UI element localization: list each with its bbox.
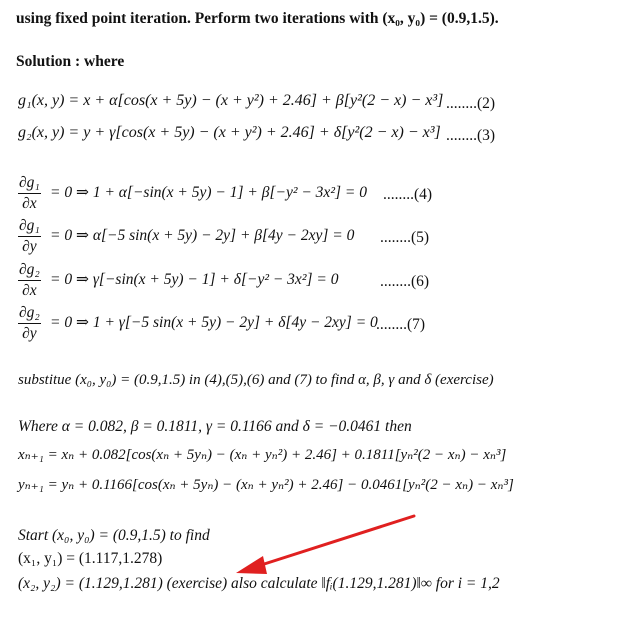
fraction-denominator: ∂x	[22, 195, 37, 212]
equation-tag-7: ........(7)	[376, 316, 426, 333]
fraction-denominator: ∂x	[22, 282, 37, 299]
fraction-numerator: ∂g₁	[18, 174, 41, 194]
partial-equation-4: = 0 ⇒ 1 + α[−sin(x + 5y) − 1] + β[−y² − 3x²] = 0	[50, 184, 367, 201]
equation-tag-4: ........(4)	[383, 186, 433, 203]
partial-equation-7: = 0 ⇒ 1 + γ[−5 sin(x + 5y) − 2y] + δ[4y − 2xy] = 0	[50, 314, 378, 331]
equation-tag-2: ........(2)	[446, 95, 496, 112]
partial-equation-6: = 0 ⇒ γ[−sin(x + 5y) − 1] + δ[−y² − 3x²] = 0	[50, 271, 339, 288]
result-line-2: (x₂, y₂) = (1.129,1.281) (exercise) also calculate ‖fᵢ(1.129,1.281)‖∞ for i = 1,2	[18, 575, 500, 592]
partial-equation-5: = 0 ⇒ α[−5 sin(x + 5y) − 2y] + β[4y − 2xy] = 0	[50, 227, 355, 244]
fraction-numerator: ∂g₂	[18, 304, 41, 324]
intro-line: using fixed point iteration. Perform two iterations with (x₀, y₀) = (0.9,1.5).	[16, 10, 499, 27]
equation-tag-5: ........(5)	[380, 229, 430, 246]
equation-tag-3: ........(3)	[446, 127, 496, 144]
iteration-y-equation: yₙ₊₁ = yₙ + 0.1166[cos(xₙ + 5yₙ) − (xₙ + yₙ²) + 2.46] − 0.0461[yₙ²(2 − xₙ) − xₙ³]	[18, 477, 514, 493]
fraction-denominator: ∂y	[22, 238, 37, 255]
iteration-x-equation: xₙ₊₁ = xₙ + 0.082[cos(xₙ + 5yₙ) − (xₙ + yₙ²) + 2.46] + 0.1811[yₙ²(2 − xₙ) − xₙ³]	[18, 447, 507, 463]
start-line: Start (x₀, y₀) = (0.9,1.5) to find	[18, 527, 210, 544]
solution-heading: Solution : where	[16, 53, 125, 70]
fraction-numerator: ∂g₂	[18, 261, 41, 281]
equation-tag-6: ........(6)	[380, 273, 430, 290]
g1-equation: g₁(x, y) = x + α[cos(x + 5y) − (x + y²) + 2.46] + β[y²(2 − x) − x³]	[18, 92, 444, 109]
result-line-1: (x₁, y₁) = (1.117,1.278)	[18, 550, 163, 567]
fraction-denominator: ∂y	[22, 325, 37, 342]
where-line: Where α = 0.082, β = 0.1811, γ = 0.1166 and δ = −0.0461 then	[18, 418, 412, 435]
substitute-line: substitue (x₀, y₀) = (0.9,1.5) in (4),(5),(6) and (7) to find α, β, γ and δ (exercise)	[18, 372, 494, 388]
g2-equation: g₂(x, y) = y + γ[cos(x + 5y) − (x + y²) + 2.46] + δ[y²(2 − x) − x³]	[18, 124, 441, 141]
fraction-numerator: ∂g₁	[18, 217, 41, 237]
